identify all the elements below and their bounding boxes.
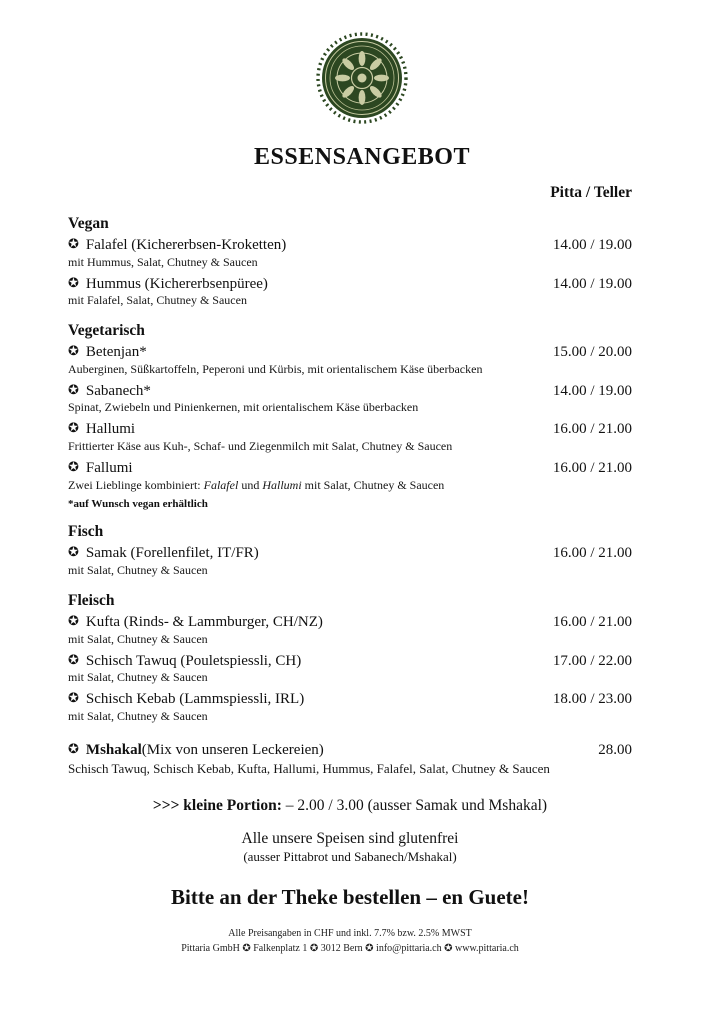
small-portion-note bbox=[68, 797, 632, 815]
vegan-option-footnote: *auf Wunsch vegan erhältlich bbox=[68, 498, 208, 511]
star-bullet-icon: ✪ bbox=[68, 690, 79, 706]
item-price: 14.00 / 19.00 bbox=[552, 275, 632, 292]
section-vegetarisch bbox=[68, 322, 632, 510]
item-name: Schisch Kebab (Lammspiessli, IRL) bbox=[85, 691, 305, 708]
item-price: 16.00 / 21.00 bbox=[552, 421, 632, 438]
star-bullet-icon: ✪ bbox=[68, 613, 79, 629]
item-description: Schisch Tawuq, Schisch Kebab, Kufta, Hallumi, Hummus, Falafel, Salat, Chutney & Saucen bbox=[68, 760, 550, 776]
star-bullet-icon: ✪ bbox=[68, 740, 79, 756]
logo-container bbox=[0, 32, 724, 124]
item-price: 18.00 / 23.00 bbox=[552, 691, 632, 708]
page-footer bbox=[68, 926, 632, 956]
item-description bbox=[68, 478, 632, 494]
star-bullet-icon: ✪ bbox=[68, 381, 79, 397]
menu-item-kufta bbox=[68, 613, 632, 648]
glutenfree-exception-note: (ausser Pittabrot und Sabanech/Mshakal) bbox=[243, 848, 457, 864]
star-bullet-icon: ✪ bbox=[68, 651, 79, 667]
item-description: mit Salat, Chutney & Saucen bbox=[68, 631, 208, 646]
desc-italic: Hallumi bbox=[262, 477, 302, 492]
menu-item-schisch-kebab bbox=[68, 690, 632, 725]
star-bullet-icon: ✪ bbox=[68, 343, 79, 359]
small-portion-label: >>> kleine Portion: bbox=[152, 796, 282, 814]
page-title: ESSENSANGEBOT bbox=[254, 144, 470, 170]
item-name: Fallumi bbox=[85, 459, 133, 476]
desc-text: Zwei Lieblinge kombiniert: bbox=[68, 477, 204, 492]
item-name: Hallumi bbox=[85, 421, 136, 438]
desc-text: mit Salat, Chutney & Saucen bbox=[301, 477, 445, 492]
item-description: mit Salat, Chutney & Saucen bbox=[68, 708, 208, 723]
item-name: Falafel (Kichererbsen-Kroketten) bbox=[85, 237, 287, 253]
star-bullet-icon: ✪ bbox=[68, 274, 79, 290]
order-instruction: Bitte an der Theke bestellen – en Guete! bbox=[171, 884, 529, 909]
section-fleisch bbox=[68, 592, 632, 725]
item-price: 14.00 / 19.00 bbox=[552, 237, 632, 253]
menu-item-hallumi bbox=[68, 420, 632, 455]
small-portion-detail: – 2.00 / 3.00 (ausser Samak und Mshakal) bbox=[281, 796, 548, 814]
item-description: mit Salat, Chutney & Saucen bbox=[68, 670, 208, 685]
item-description: Auberginen, Süßkartoffeln, Peperoni und Kürbis, mit orientalischem Käse überbacken bbox=[68, 361, 483, 376]
item-price: 16.00 / 21.00 bbox=[552, 614, 632, 631]
desc-text: und bbox=[238, 477, 263, 492]
item-name: Hummus (Kichererbsenpüree) bbox=[85, 275, 268, 292]
item-price: 17.00 / 22.00 bbox=[552, 652, 632, 669]
section-heading-vegan: Vegan bbox=[68, 215, 109, 232]
glutenfree-note: Alle unsere Speisen sind glutenfrei bbox=[241, 829, 459, 847]
star-bullet-icon: ✪ bbox=[68, 236, 79, 251]
menu-item-hummus bbox=[68, 275, 632, 310]
item-price: 15.00 / 20.00 bbox=[552, 344, 632, 361]
star-bullet-icon: ✪ bbox=[68, 544, 79, 560]
item-name-suffix: (Mix von unseren Leckereien) bbox=[141, 741, 324, 758]
menu-item-samak bbox=[68, 544, 632, 579]
item-price: 14.00 / 19.00 bbox=[552, 382, 632, 399]
star-bullet-icon: ✪ bbox=[68, 420, 79, 436]
footer-price-info: Alle Preisangaben in CHF und inkl. 7.7% bzw. 2.5% MWST bbox=[228, 927, 472, 939]
item-description: Spinat, Zwiebeln und Pinienkernen, mit orientalischem Käse überbacken bbox=[68, 400, 419, 415]
footer-company-info: Pittaria GmbH ✪ Falkenplatz 1 ✪ 3012 Bern ✪ info@pittaria.ch ✪ www.pittaria.ch bbox=[181, 942, 519, 954]
item-description: Frittierter Käse aus Kuh-, Schaf- und Ziegenmilch mit Salat, Chutney & Saucen bbox=[68, 439, 453, 454]
menu-item-sabanech bbox=[68, 382, 632, 417]
menu-item-fallumi bbox=[68, 459, 632, 494]
star-bullet-icon: ✪ bbox=[68, 458, 79, 474]
section-vegan bbox=[68, 215, 632, 309]
menu-item-falafel bbox=[68, 236, 632, 271]
item-name: Mshakal bbox=[85, 741, 142, 758]
item-price: 16.00 / 21.00 bbox=[552, 545, 632, 562]
menu-item-betenjan bbox=[68, 343, 632, 378]
menu-content bbox=[0, 184, 724, 956]
item-name: Schisch Tawuq (Pouletspiessli, CH) bbox=[85, 652, 302, 669]
pittaria-logo-icon bbox=[316, 32, 408, 124]
desc-italic: Falafel bbox=[203, 477, 239, 492]
item-name: Kufta (Rinds- & Lammburger, CH/NZ) bbox=[85, 614, 323, 631]
price-column-header: Pitta / Teller bbox=[550, 184, 632, 201]
item-price: 16.00 / 21.00 bbox=[552, 459, 632, 476]
item-description: mit Hummus, Salat, Chutney & Saucen bbox=[68, 254, 258, 269]
section-heading-vegetarisch: Vegetarisch bbox=[68, 322, 145, 340]
item-description: mit Salat, Chutney & Saucen bbox=[68, 563, 208, 578]
section-heading-fleisch: Fleisch bbox=[68, 592, 115, 610]
item-description: mit Falafel, Salat, Chutney & Saucen bbox=[68, 293, 247, 308]
item-price: 28.00 bbox=[598, 741, 632, 758]
item-name: Betenjan* bbox=[85, 344, 147, 361]
menu-item-schisch-tawuq bbox=[68, 652, 632, 687]
item-name: Sabanech* bbox=[85, 382, 151, 399]
section-fisch bbox=[68, 523, 632, 579]
item-name: Samak (Forellenfilet, IT/FR) bbox=[85, 545, 259, 562]
menu-item-mshakal bbox=[68, 741, 632, 777]
section-heading-fisch: Fisch bbox=[68, 523, 104, 541]
